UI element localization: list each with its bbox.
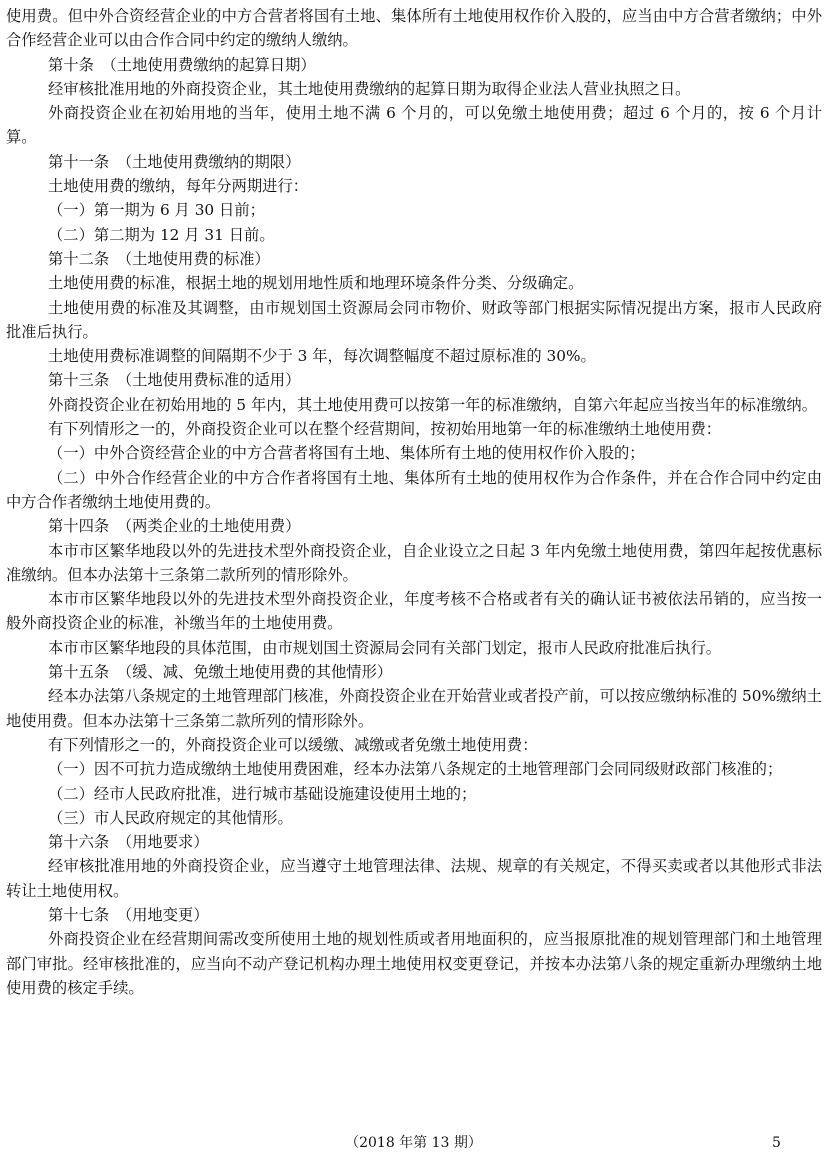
paragraph: （一）第一期为 6 月 30 日前； (48, 201, 265, 220)
paragraph: 经审核批准用地的外商投资企业，应当遵守土地管理法律、法规、规章的有关规定，不得买卖或者以其他形式非法转让土地使用权。 (6, 857, 822, 900)
paragraph: 经本办法第八条规定的土地管理部门核准，外商投资企业在开始营业或者投产前，可以按应缴纳标准的 50%缴纳土地使用费。但本办法第十三条第二款所列的情形除外。 (6, 687, 822, 730)
paragraph: 土地使用费标准调整的间隔期不少于 3 年，每次调整幅度不超过原标准的 30%。 (48, 347, 596, 366)
document-body (6, 4, 822, 1000)
paragraph: 土地使用费的标准及其调整，由市规划国土资源局会同市物价、财政等部门根据实际情况提出方案，报市人民政府批准后执行。 (6, 298, 822, 341)
paragraph: 外商投资企业在初始用地的 5 年内，其土地使用费可以按第一年的标准缴纳，自第六年起应当按当年的标准缴纳。 (48, 395, 818, 414)
paragraph: 土地使用费的标准，根据土地的规划用地性质和地理环境条件分类、分级确定。 (48, 274, 584, 293)
article-heading: 第十条 （土地使用费缴纳的起算日期） (48, 55, 316, 74)
paragraph: （二）中外合作经营企业的中方合作者将国有土地、集体所有土地的使用权作为合作条件，并在合作合同中约定由中方合作者缴纳土地使用费的。 (6, 468, 822, 511)
paragraph: （三）市人民政府规定的其他情形。 (48, 808, 293, 827)
article-heading: 第十四条 （两类企业的土地使用费） (48, 517, 301, 536)
article-heading: 第十六条 （用地要求） (48, 833, 209, 852)
paragraph: 本市市区繁华地段的具体范围，由市规划国土资源局会同有关部门划定，报市人民政府批准后执行。 (48, 638, 722, 657)
article-heading: 第十一条 （土地使用费缴纳的期限） (48, 152, 301, 171)
paragraph: 使用费。但中外合资经营企业的中方合营者将国有土地、集体所有土地使用权作价入股的，应当由中方合营者缴纳；中外合作经营企业可以由合作合同中约定的缴纳人缴纳。 (6, 7, 822, 50)
article-heading: 第十五条 （缓、减、免缴土地使用费的其他情形） (48, 663, 393, 682)
page-number: 5 (772, 1135, 781, 1151)
paragraph: （一）中外合资经营企业的中方合营者将国有土地、集体所有土地的使用权作价入股的； (48, 444, 645, 463)
paragraph: 土地使用费的缴纳，每年分两期进行： (48, 177, 309, 196)
paragraph: （二）经市人民政府批准，进行城市基础设施建设使用土地的； (48, 784, 477, 803)
paragraph: 有下列情形之一的，外商投资企业可以缓缴、减缴或者免缴土地使用费： (48, 735, 538, 754)
paragraph: 有下列情形之一的，外商投资企业可以在整个经营期间，按初始用地第一年的标准缴纳土地使用费： (48, 420, 722, 439)
paragraph: 本市市区繁华地段以外的先进技术型外商投资企业，年度考核不合格或者有关的确认证书被依法吊销的，应当按一般外商投资企业的标准，补缴当年的土地使用费。 (6, 590, 822, 633)
article-heading: 第十七条 （用地变更） (48, 905, 209, 924)
paragraph: 本市市区繁华地段以外的先进技术型外商投资企业，自企业设立之日起 3 年内免缴土地使用费，第四年起按优惠标准缴纳。但本办法第十三条第二款所列的情形除外。 (6, 541, 822, 584)
page-footer (0, 1131, 827, 1155)
paragraph: （一）因不可抗力造成缴纳土地使用费困难，经本办法第八条规定的土地管理部门会同同级财政部门核准的； (48, 760, 783, 779)
paragraph: 外商投资企业在初始用地的当年，使用土地不满 6 个月的，可以免缴土地使用费；超过 6 个月的，按 6 个月计算。 (6, 104, 822, 147)
paragraph: （二）第二期为 12 月 31 日前。 (48, 225, 275, 244)
paragraph: 外商投资企业在经营期间需改变所使用土地的规划性质或者用地面积的，应当报原批准的规划管理部门和土地管理部门审批。经审核批准的，应当向不动产登记机构办理土地使用权变更登记，并按本办法第八条的规定重新办理缴纳土地使用费的核定手续。 (6, 930, 822, 997)
article-heading: 第十三条 （土地使用费标准的适用） (48, 371, 301, 390)
paragraph: 经审核批准用地的外商投资企业，其土地使用费缴纳的起算日期为取得企业法人营业执照之日。 (48, 79, 691, 98)
issue-label: （2018 年第 13 期） (345, 1135, 482, 1151)
article-heading: 第十二条 （土地使用费的标准） (48, 249, 270, 268)
